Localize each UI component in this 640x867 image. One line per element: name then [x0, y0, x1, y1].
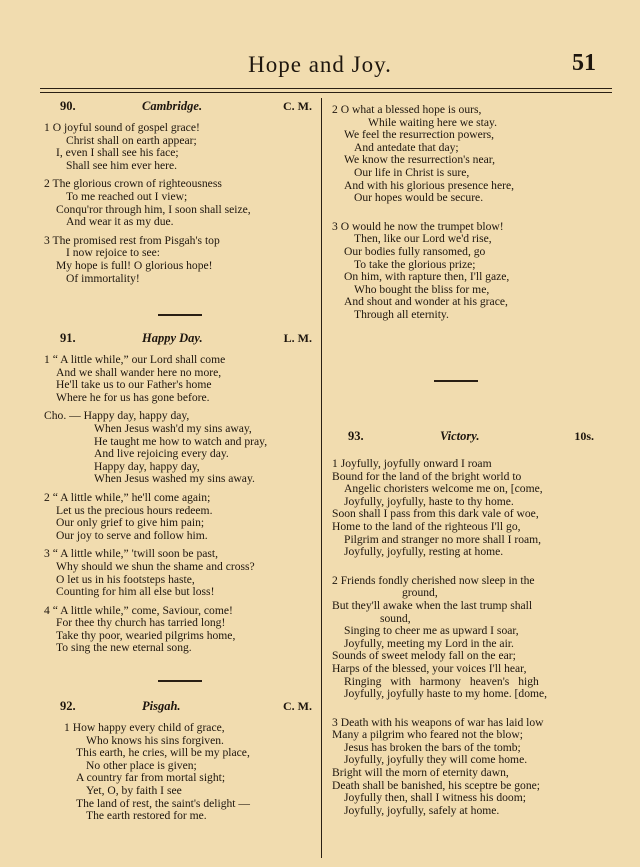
column-divider [321, 98, 322, 858]
hymn-93 [332, 430, 608, 817]
hymn-number: 93. [348, 429, 364, 443]
hymn-meter: C. M. [283, 99, 312, 113]
stanza [332, 458, 608, 559]
verse-line: Our life in Christ is sure, [354, 165, 470, 179]
verse-line: And wear it as my due. [66, 215, 174, 229]
verse-line: Our joy to serve and follow him. [56, 528, 208, 542]
verse-line: Jesus has broken the bars of the tomb; [344, 740, 521, 754]
verse-line: To sing the new eternal song. [56, 641, 192, 655]
verse-line: 2 “ A little while,” he'll come again; [44, 490, 211, 504]
verse-line: And antedate that day; [354, 140, 459, 154]
stanza [44, 492, 316, 542]
verse-line: And live rejoicing every day. [94, 447, 229, 461]
verse-line: No other place is given; [86, 758, 197, 772]
verse-line: When Jesus wash'd my sins away, [94, 421, 252, 435]
verse-line: Yet, O, by faith I see [86, 783, 182, 797]
stanza [44, 548, 316, 598]
hymn-tune: Happy Day. [142, 331, 203, 345]
header-rule-top [40, 88, 612, 89]
hymn-number: 91. [60, 331, 76, 345]
verse-line: Why should we shun the shame and cross? [56, 559, 255, 573]
verse-line: Christ shall on earth appear; [66, 133, 197, 147]
verse-line: We feel the resurrection powers, [344, 128, 495, 142]
verse-line: I now rejoice to see: [66, 246, 161, 260]
verse-line: Sounds of sweet melody fall on the ear; [332, 649, 516, 663]
verse-line: Many a pilgrim who feared not the blow; [332, 728, 523, 742]
verse-line: For thee thy church has tarried long! [56, 616, 226, 630]
stanza [332, 104, 608, 205]
verse-line: Where he for us has gone before. [56, 390, 210, 404]
section-rule [158, 680, 202, 682]
verse-line: Joyfully, joyfully they will come home. [344, 753, 528, 767]
verse-line: And shout and wonder at his grace, [344, 295, 508, 309]
verse-line: When Jesus washed my sins away. [94, 472, 255, 486]
verse-line: Let us the precious hours redeem. [56, 503, 213, 517]
verse-line: To take the glorious prize; [354, 257, 476, 271]
verse-line: Joyfully, joyfully haste to my home. [dome, [344, 687, 548, 701]
hymn-tune: Victory. [440, 429, 480, 443]
verse-line: Joyfully, joyfully, haste to thy home. [344, 494, 514, 508]
verse-line: 1 “ A little while,” our Lord shall come [44, 353, 226, 366]
verse-line: 2 O what a blessed hope is ours, [332, 103, 482, 116]
verse-line: O let us in his footsteps haste, [56, 572, 195, 586]
verse-line: Our bodies fully ransomed, go [344, 244, 486, 258]
verse-line: Death shall be banished, his sceptre be gone; [332, 778, 540, 792]
verse-line: He taught me how to watch and pray, [94, 434, 268, 448]
verse-line: Pilgrim and stranger no more shall I roam, [344, 532, 542, 546]
verse-line: 2 The glorious crown of righteousness [44, 177, 222, 191]
verse-line: Who bought the bliss for me, [354, 282, 490, 296]
verse-line: Singing to cheer me as upward I soar, [344, 624, 519, 638]
verse-line: He'll take us to our Father's home [56, 378, 212, 392]
hymn-90 [44, 100, 316, 285]
verse-line: And we shall wander here no more, [56, 365, 222, 379]
verse-line: ground, [402, 586, 438, 600]
verse-line: Home to the land of the righteous I'll go, [332, 519, 521, 533]
verse-line: Joyfully, meeting my Lord in the air. [344, 636, 514, 650]
header-rule-bottom [40, 92, 612, 93]
verse-line: 1 Joyfully, joyfully onward I roam [332, 457, 492, 470]
verse-line: Happy day, happy day, [94, 459, 200, 473]
verse-line: I, even I shall see his face; [56, 146, 179, 160]
verse-line: 1 O joyful sound of gospel grace! [44, 121, 200, 134]
verse-line: Then, like our Lord we'd rise, [354, 232, 492, 246]
hymn-tune: Cambridge. [142, 99, 203, 113]
verse-line: Bound for the land of the bright world to [332, 469, 522, 483]
chorus [44, 410, 316, 486]
verse-line: Through all eternity. [354, 307, 449, 321]
verse-line: We know the resurrection's near, [344, 153, 496, 167]
stanza [332, 717, 608, 818]
verse-line: My hope is full! O glorious hope! [56, 258, 213, 272]
hymn-header [44, 100, 316, 116]
verse-line: Bright will the morn of eternity dawn, [332, 766, 509, 780]
stanza [44, 178, 316, 228]
verse-line: Angelic choristers welcome me on, [come, [344, 482, 543, 496]
hymn-meter: C. M. [283, 699, 312, 713]
verse-line: Ringing with harmony heaven's high [344, 674, 539, 688]
verse-line: Of immortality! [66, 271, 140, 285]
hymn-90-continued [332, 104, 608, 322]
verse-line: Shall see him ever here. [66, 158, 178, 172]
verse-line: Our only grief to give him pain; [56, 516, 205, 530]
verse-line: 3 O would he now the trumpet blow! [332, 219, 504, 233]
section-rule [434, 380, 478, 382]
page-number: 51 [572, 50, 596, 76]
verse-line: Counting for him all else but loss! [56, 585, 215, 599]
verse-line: 2 Friends fondly cherished now sleep in the [332, 573, 535, 587]
verse-line: This earth, he cries, will be my place, [76, 746, 250, 760]
verse-line: While waiting here we stay. [368, 115, 497, 129]
verse-line: 3 Death with his weapons of war has laid low [332, 715, 544, 729]
stanza [44, 354, 316, 404]
hymn-92 [44, 700, 316, 823]
verse-line: Take thy poor, wearied pilgrims home, [56, 628, 236, 642]
verse-line: Who knows his sins forgiven. [86, 733, 224, 747]
section-rule [158, 314, 202, 316]
verse-line: Harps of the blessed, your voices I'll hear, [332, 661, 527, 675]
stanza [44, 122, 316, 172]
hymn-number: 90. [60, 99, 76, 113]
stanza [332, 575, 608, 701]
verse-line: Joyfully then, shall I witness his doom; [344, 791, 526, 805]
verse-line: 3 “ A little while,” 'twill soon be past, [44, 547, 219, 561]
stanza [44, 605, 316, 655]
verse-line: The earth restored for me. [86, 809, 207, 823]
verse-line: 3 The promised rest from Pisgah's top [44, 233, 220, 247]
hymn-number: 92. [60, 699, 76, 713]
stanza [332, 221, 608, 322]
hymn-meter: 10s. [574, 429, 594, 443]
hymn-91 [44, 332, 316, 655]
verse-line: Joyfully, joyfully, resting at home. [344, 545, 504, 559]
stanza [64, 722, 316, 823]
verse-line: To me reached out I view; [66, 189, 188, 203]
verse-line: Conqu'ror through him, I soon shall seize, [56, 202, 251, 216]
verse-line: 1 How happy every child of grace, [64, 721, 225, 734]
hymn-tune: Pisgah. [142, 699, 181, 713]
verse-line: sound, [380, 611, 411, 625]
verse-line: Joyfully, joyfully, safely at home. [344, 803, 500, 817]
hymn-header [332, 430, 608, 446]
hymn-header [44, 332, 316, 348]
verse-line: The land of rest, the saint's delight — [76, 796, 251, 810]
verse-line: Our hopes would be secure. [354, 191, 484, 205]
verse-line: And with his glorious presence here, [344, 178, 515, 192]
verse-line: 4 “ A little while,” come, Saviour, come! [44, 603, 233, 617]
verse-line: A country far from mortal sight; [76, 771, 226, 785]
hymn-meter: L. M. [283, 331, 312, 345]
verse-line: But they'll awake when the last trump shall [332, 598, 533, 612]
hymn-header [44, 700, 316, 716]
verse-line: On him, with rapture then, I'll gaze, [344, 270, 510, 284]
stanza [44, 235, 316, 285]
verse-line: Cho. — Happy day, happy day, [44, 409, 190, 423]
verse-line: Soon shall I pass from this dark vale of woe, [332, 507, 539, 521]
page-title: Hope and Joy. [248, 52, 392, 77]
